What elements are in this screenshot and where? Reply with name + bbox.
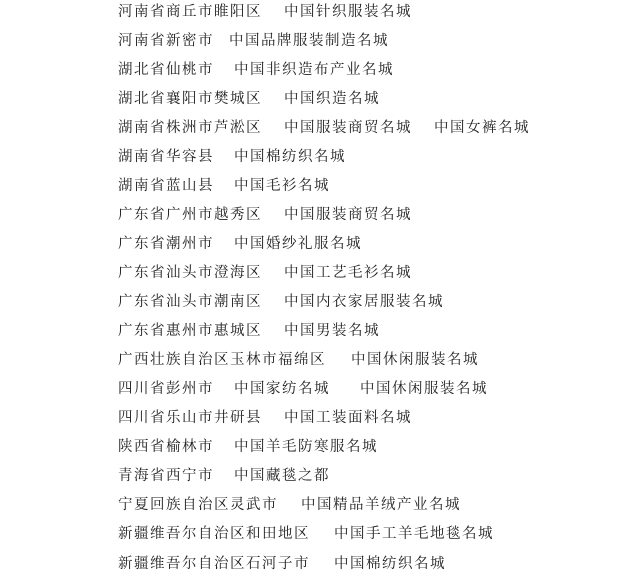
- region-name: 广东省惠州市惠城区: [118, 323, 262, 339]
- city-title: 中国非织造布产业名城: [234, 62, 394, 78]
- city-title: 中国女裤名城: [434, 120, 530, 136]
- city-title: 中国服装商贸名城: [284, 207, 412, 223]
- region-name: 宁夏回族自治区灵武市: [118, 497, 278, 513]
- city-title: 中国织造名城: [284, 91, 380, 107]
- region-name: 广东省潮州市: [118, 236, 214, 252]
- city-title: 中国婚纱礼服名城: [234, 236, 362, 252]
- city-title: 中国羊毛防寒服名城: [234, 439, 378, 455]
- city-title: 中国手工羊毛地毯名城: [334, 526, 494, 542]
- city-title: 中国藏毯之都: [234, 468, 330, 484]
- city-title: 中国针织服装名城: [284, 4, 412, 20]
- region-name: 河南省商丘市睢阳区: [118, 4, 262, 20]
- city-title: 中国内衣家居服装名城: [284, 294, 444, 310]
- region-name: 青海省西宁市: [118, 468, 214, 484]
- region-name: 广东省汕头市澄海区: [118, 265, 262, 281]
- city-title: 中国服装商贸名城: [284, 120, 412, 136]
- city-title: 中国工装面料名城: [284, 410, 412, 426]
- region-name: 广西壮族自治区玉林市福绵区: [118, 352, 326, 368]
- region-name: 湖南省华容县: [118, 149, 214, 165]
- city-title: 中国毛衫名城: [234, 178, 330, 194]
- region-name: 四川省彭州市: [118, 381, 214, 397]
- city-title: 中国棉纺织名城: [334, 556, 446, 572]
- region-name: 陕西省榆林市: [118, 439, 214, 455]
- region-name: 湖南省株洲市芦淞区: [118, 120, 262, 136]
- city-title: 中国休闲服装名城: [351, 352, 479, 368]
- region-name: 河南省新密市: [118, 33, 214, 49]
- region-name: 广东省汕头市潮南区: [118, 294, 262, 310]
- city-title: 中国休闲服装名城: [360, 381, 488, 397]
- city-title: 中国工艺毛衫名城: [284, 265, 412, 281]
- region-name: 广东省广州市越秀区: [118, 207, 262, 223]
- region-name: 新疆维吾尔自治区和田地区: [118, 526, 310, 542]
- region-name: 湖北省仙桃市: [118, 62, 214, 78]
- city-title: 中国棉纺织名城: [234, 149, 346, 165]
- city-title: 中国精品羊绒产业名城: [301, 497, 461, 513]
- city-title: 中国品牌服装制造名城: [229, 33, 389, 49]
- region-name: 四川省乐山市井研县: [118, 410, 262, 426]
- region-name: 湖北省襄阳市樊城区: [118, 91, 262, 107]
- region-name: 湖南省蓝山县: [118, 178, 214, 194]
- city-title: 中国男装名城: [284, 323, 380, 339]
- city-title: 中国家纺名城: [234, 381, 330, 397]
- region-name: 新疆维吾尔自治区石河子市: [118, 556, 310, 572]
